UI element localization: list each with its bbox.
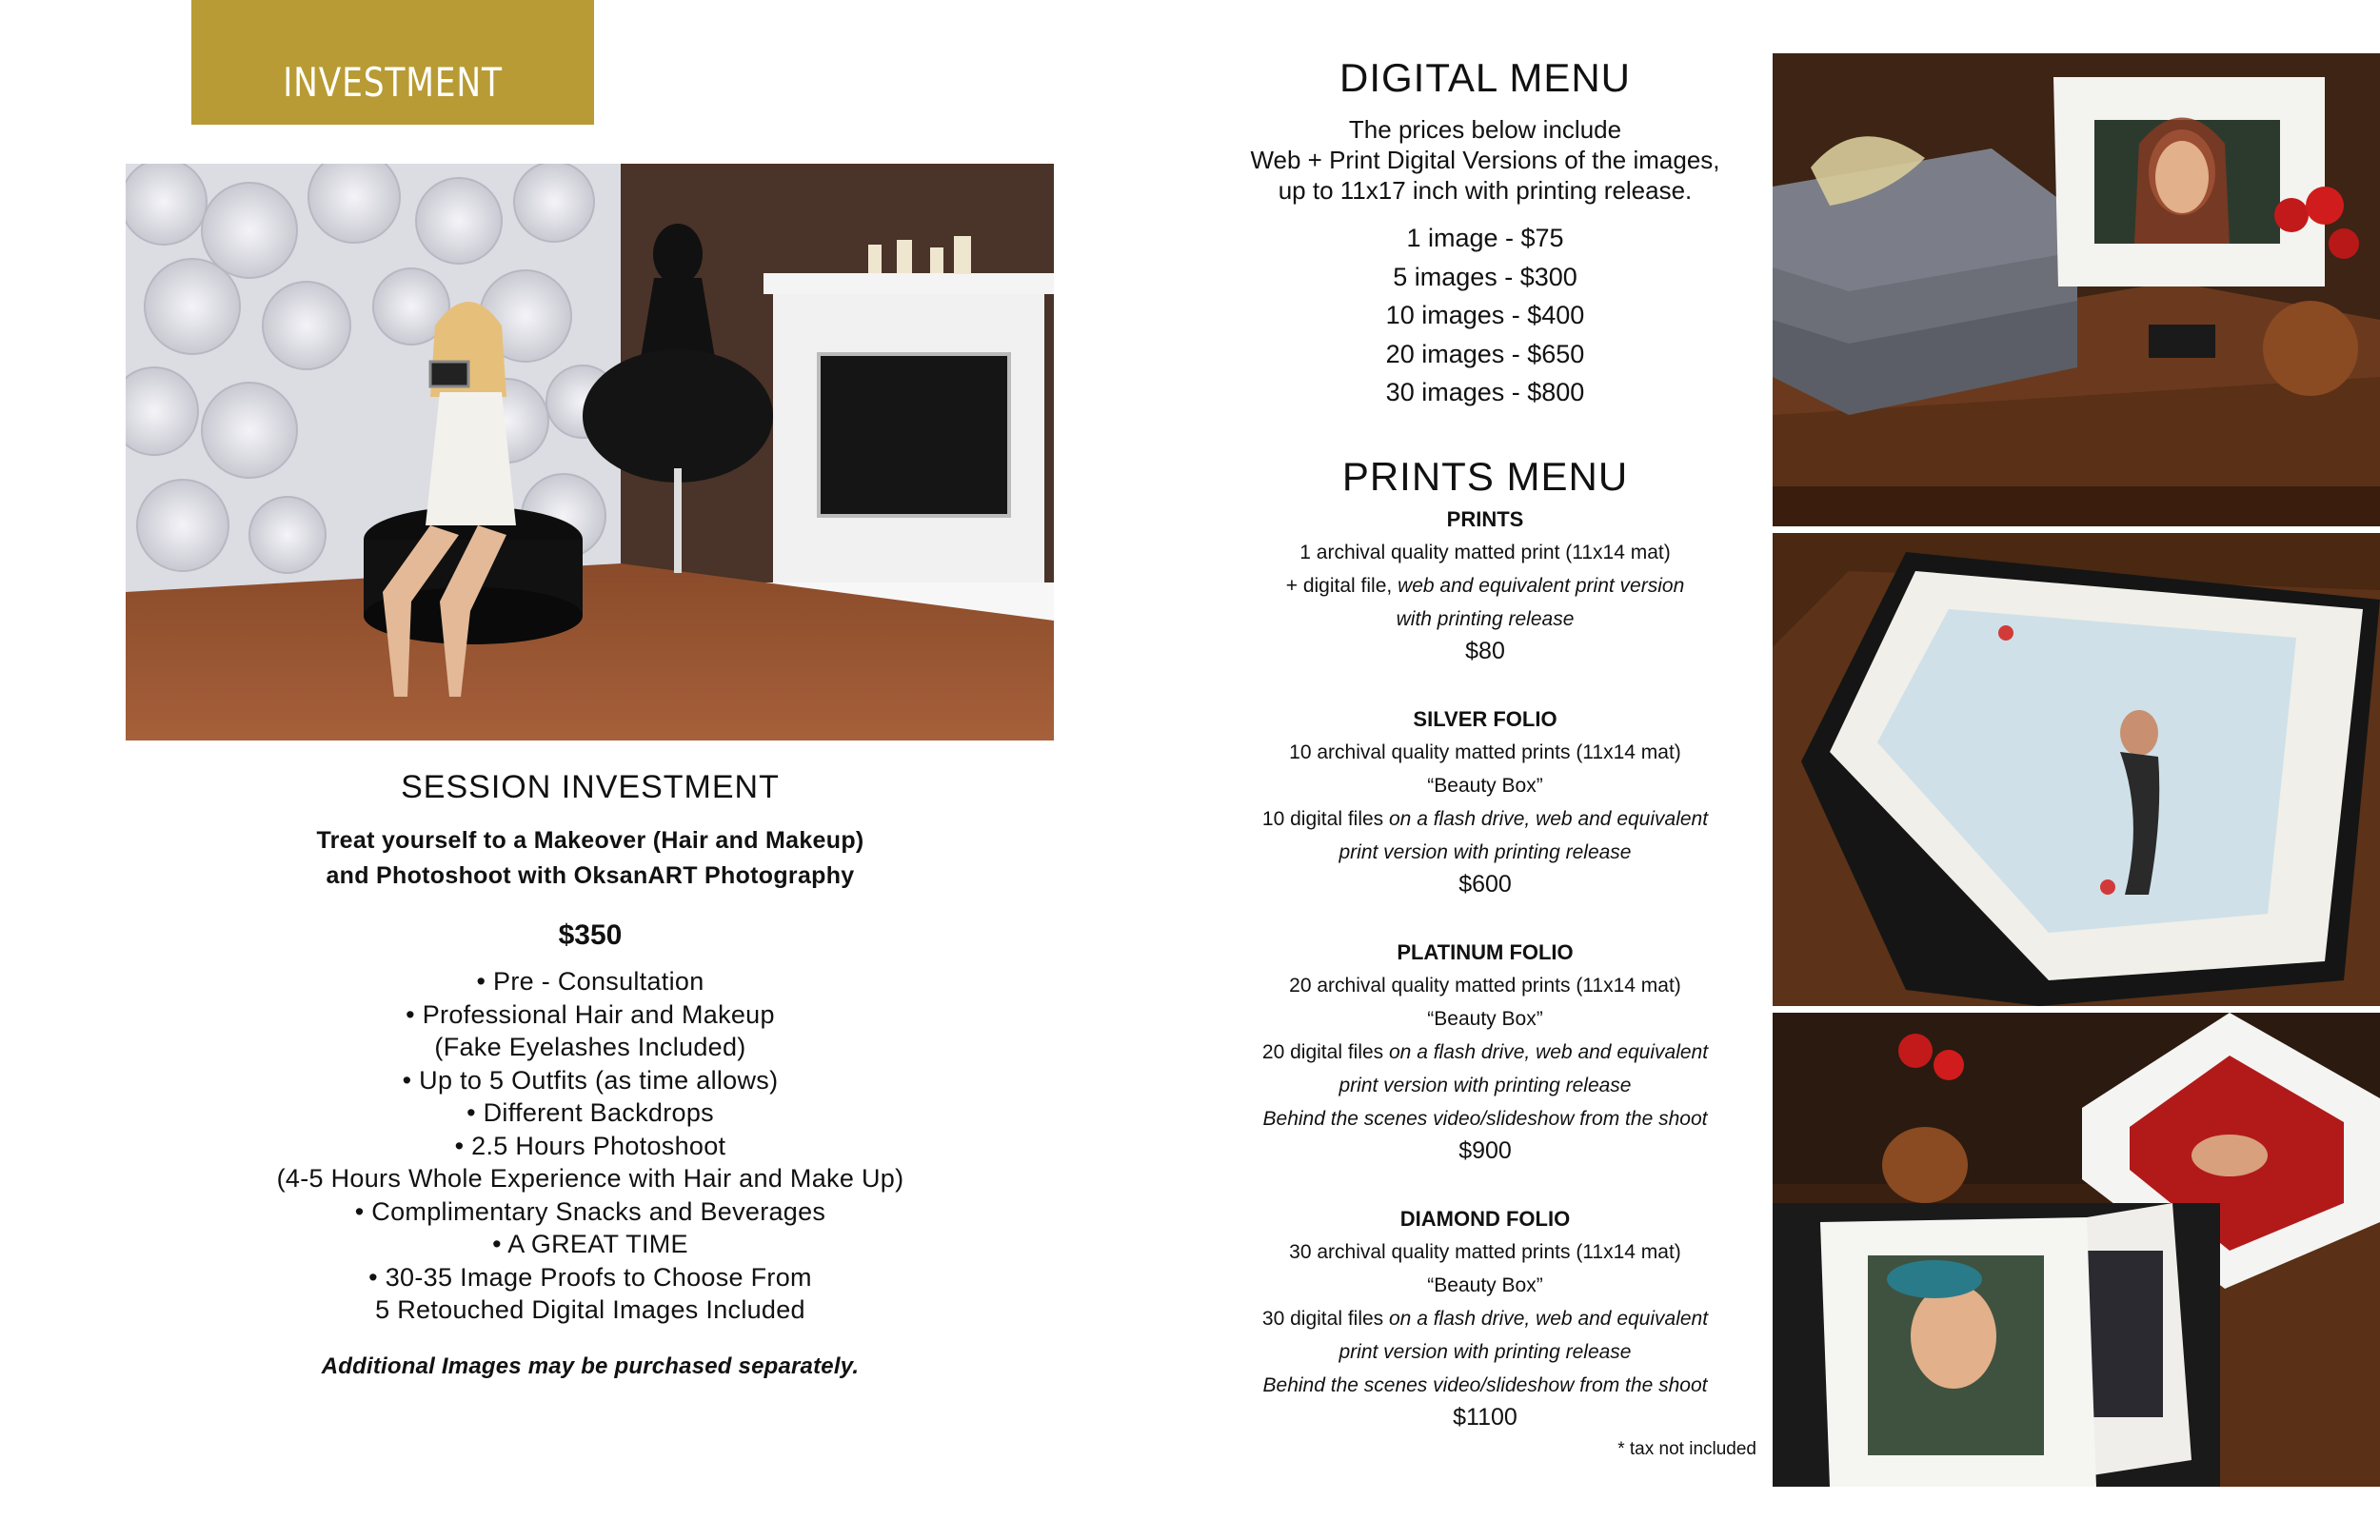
tax-note: * tax not included [1617, 1439, 1756, 1459]
package-line-italic: Behind the scenes video/slideshow from the shoot [1262, 1373, 1708, 1396]
package-line [1209, 1369, 1761, 1402]
feature-item: • Professional Hair and Makeup [406, 999, 775, 1029]
page-title: INVESTMENT [283, 59, 503, 106]
package-line: “Beauty Box” [1427, 1273, 1543, 1296]
package-title: SILVER FOLIO [1413, 706, 1557, 731]
feature-item: 5 Retouched Digital Images Included [375, 1295, 805, 1324]
feature-item: (Fake Eyelashes Included) [434, 1033, 746, 1061]
session-feature-list [219, 965, 962, 1327]
package-line [1209, 1036, 1761, 1069]
package-line: “Beauty Box” [1427, 774, 1543, 797]
feature-item: • Complimentary Snacks and Beverages [354, 1196, 826, 1226]
digital-menu-heading: DIGITAL MENU [1339, 55, 1632, 100]
package-line: 20 archival quality matted prints (11x14 mat) [1289, 974, 1681, 997]
package-line-plain: 30 digital files [1261, 1307, 1389, 1330]
package-line-italic: on a flash drive, web and equivalent [1389, 1040, 1709, 1063]
feature-item: (4-5 Hours Whole Experience with Hair and Make Up) [276, 1164, 904, 1193]
session-note: Additional Images may be purchased separately. [321, 1352, 860, 1379]
package-platinum-folio [1209, 937, 1761, 1167]
feature-item: • 2.5 Hours Photoshoot [454, 1131, 726, 1160]
package-line [1209, 1069, 1761, 1102]
section-banner [191, 0, 594, 125]
package-line [1209, 1335, 1761, 1369]
package-price: $900 [1458, 1136, 1512, 1164]
package-line-italic: print version with printing release [1339, 840, 1632, 863]
package-line-italic: Behind the scenes video/slideshow from the shoot [1262, 1107, 1708, 1130]
package-line [1209, 1102, 1761, 1135]
digital-intro-line: Web + Print Digital Versions of the images, [1250, 146, 1720, 174]
package-line-italic: on a flash drive, web and equivalent [1389, 807, 1709, 830]
digital-price-list [1209, 219, 1761, 412]
package-line-plain: 10 digital files [1261, 807, 1389, 830]
package-price: $80 [1465, 637, 1505, 664]
package-line-italic: print version with printing release [1339, 1074, 1632, 1096]
feature-item: • Pre - Consultation [476, 967, 704, 996]
digital-intro [1209, 114, 1761, 206]
studio-photo [126, 164, 1054, 740]
session-heading: SESSION INVESTMENT [401, 769, 780, 805]
package-line [1209, 836, 1761, 869]
package-line-italic: print version with printing release [1339, 1340, 1632, 1363]
package-title: PLATINUM FOLIO [1397, 939, 1574, 964]
package-line-italic: on a flash drive, web and equivalent [1389, 1307, 1709, 1330]
digital-intro-line: up to 11x17 inch with printing release. [1278, 176, 1693, 205]
feature-item: • 30-35 Image Proofs to Choose From [368, 1262, 812, 1292]
package-diamond-folio [1209, 1203, 1761, 1433]
folio-photo [1773, 533, 2380, 1006]
package-title: PRINTS [1446, 506, 1524, 531]
feature-item: • A GREAT TIME [492, 1230, 688, 1258]
feature-item: • Different Backdrops [466, 1098, 714, 1127]
session-subtitle-line1: Treat yourself to a Makeover (Hair and Makeup) [316, 827, 864, 854]
package-line: 30 archival quality matted prints (11x14 mat) [1289, 1240, 1681, 1263]
package-silver-folio [1209, 703, 1761, 900]
package-line [1209, 569, 1761, 602]
session-price: $350 [558, 919, 623, 951]
package-line: 1 archival quality matted print (11x14 mat) [1299, 541, 1671, 563]
package-line: 10 archival quality matted prints (11x14 mat) [1289, 740, 1681, 763]
session-subtitle-line2: and Photoshoot with OksanART Photography [326, 862, 855, 889]
digital-price-item: 5 images - $300 [1393, 262, 1577, 291]
package-prints [1209, 503, 1761, 667]
menu-section [1209, 55, 1761, 1433]
albums-photo [1773, 53, 2380, 526]
session-investment-section [219, 769, 962, 1380]
digital-price-item: 1 image - $75 [1406, 224, 1564, 252]
package-line-plain: 20 digital files [1261, 1040, 1389, 1063]
package-line [1209, 602, 1761, 636]
feature-item: • Up to 5 Outfits (as time allows) [402, 1065, 779, 1095]
package-line-plain: + digital file, [1285, 574, 1398, 597]
matted-prints-photo [1773, 1013, 2380, 1487]
package-title: DIAMOND FOLIO [1399, 1206, 1571, 1231]
package-line [1209, 802, 1761, 836]
package-line [1209, 1302, 1761, 1335]
digital-intro-line: The prices below include [1348, 115, 1622, 144]
package-line-italic: with printing release [1396, 607, 1575, 630]
package-line-italic: web and equivalent print version [1398, 574, 1685, 597]
digital-price-item: 10 images - $400 [1385, 301, 1585, 329]
session-subtitle [219, 823, 962, 894]
package-price: $1100 [1453, 1403, 1517, 1431]
package-price: $600 [1458, 870, 1512, 898]
digital-price-item: 30 images - $800 [1385, 378, 1585, 406]
prints-menu-heading: PRINTS MENU [1341, 453, 1629, 499]
digital-price-item: 20 images - $650 [1385, 339, 1585, 368]
package-line: “Beauty Box” [1427, 1007, 1543, 1030]
